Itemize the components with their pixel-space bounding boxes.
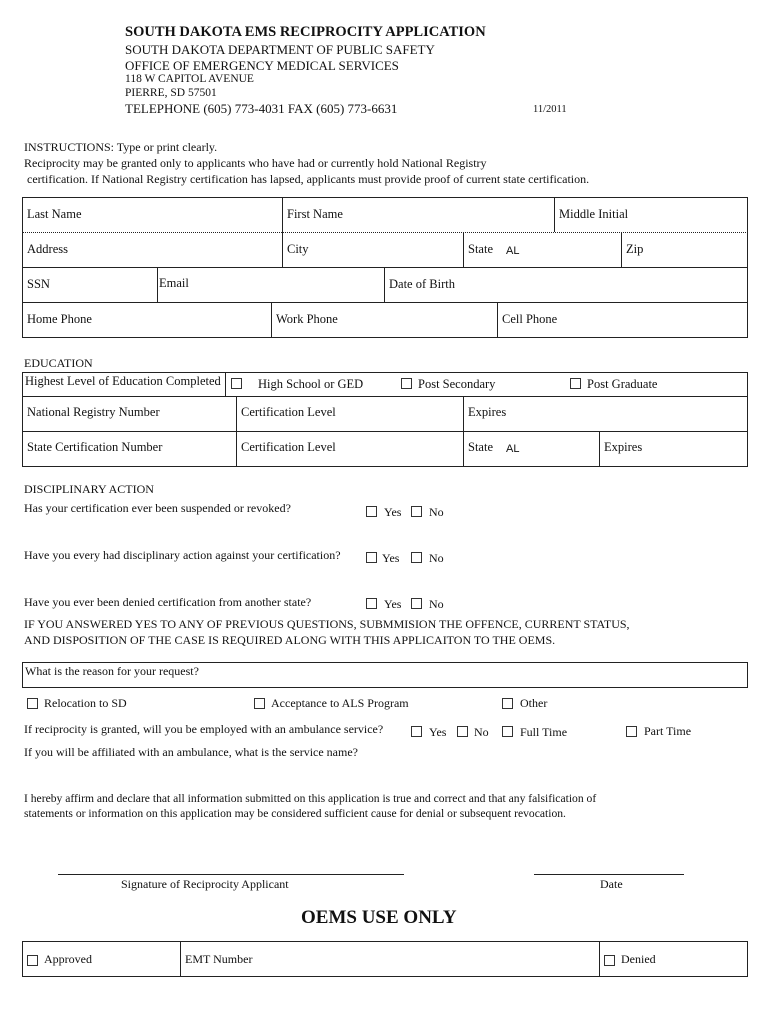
col-divider — [282, 232, 283, 267]
col-divider — [225, 372, 226, 396]
denied-label: Denied — [621, 952, 656, 966]
cert-level-field[interactable]: Certification Level — [241, 405, 336, 419]
approved-checkbox[interactable] — [27, 955, 38, 966]
state-cert-number-field[interactable]: State Certification Number — [27, 440, 163, 454]
cell-phone-field[interactable]: Cell Phone — [502, 312, 558, 326]
employed-question: If reciprocity is granted, will you be employed with an ambulance service? — [24, 722, 384, 736]
form-title: SOUTH DAKOTA EMS RECIPROCITY APPLICATION — [125, 24, 486, 40]
state-expires-field[interactable]: Expires — [604, 440, 643, 454]
office-name: OFFICE OF EMERGENCY MEDICAL SERVICES — [125, 58, 399, 73]
q2-no-checkbox[interactable] — [411, 552, 422, 563]
revision-date: 11/2011 — [533, 104, 567, 115]
row-divider — [22, 396, 748, 397]
denied-checkbox[interactable] — [604, 955, 615, 966]
state-select[interactable]: AL — [506, 245, 520, 257]
instructions-line: certification. If National Registry certification has lapsed, applicants must provide proof of current state certification. — [27, 172, 590, 186]
high-school-label: High School or GED — [258, 377, 364, 391]
als-program-checkbox[interactable] — [254, 698, 265, 709]
post-secondary-checkbox[interactable] — [401, 378, 412, 389]
date-line[interactable] — [534, 874, 684, 875]
full-time-checkbox[interactable] — [502, 726, 513, 737]
q1-no-checkbox[interactable] — [411, 506, 422, 517]
q3-yes-checkbox[interactable] — [366, 598, 377, 609]
col-divider — [282, 197, 283, 232]
employed-yes-checkbox[interactable] — [411, 726, 422, 737]
q2-no-label: No — [429, 551, 444, 565]
q3-no-checkbox[interactable] — [411, 598, 422, 609]
col-divider — [554, 197, 555, 232]
high-school-checkbox[interactable] — [231, 378, 242, 389]
state-label: State — [468, 242, 493, 256]
state-label: State — [468, 440, 493, 454]
q2-yes-label: Yes — [382, 551, 400, 565]
q3-yes-label: Yes — [384, 597, 402, 611]
full-time-label: Full Time — [520, 725, 568, 739]
highest-level-label: Highest Level of Education Completed — [25, 374, 221, 388]
signature-line[interactable] — [58, 874, 404, 875]
home-phone-field[interactable]: Home Phone — [27, 312, 92, 326]
col-divider — [384, 267, 385, 302]
post-secondary-label: Post Secondary — [418, 377, 496, 391]
other-label: Other — [520, 696, 548, 710]
col-divider — [180, 941, 181, 977]
relocation-checkbox[interactable] — [27, 698, 38, 709]
employed-yes-label: Yes — [429, 725, 447, 739]
col-divider — [599, 941, 600, 977]
col-divider — [463, 396, 464, 431]
instructions-heading: INSTRUCTIONS: Type or print clearly. — [24, 140, 218, 154]
post-graduate-checkbox[interactable] — [570, 378, 581, 389]
address-field[interactable]: Address — [27, 242, 68, 256]
telephone-fax: TELEPHONE (605) 773-4031 FAX (605) 773-6631 — [125, 101, 398, 116]
other-checkbox[interactable] — [502, 698, 513, 709]
nr-expires-field[interactable]: Expires — [468, 405, 507, 419]
street-address: 118 W CAPITOL AVENUE — [125, 73, 254, 85]
question-denied: Have you ever been denied certification from another state? — [24, 595, 312, 609]
oems-heading: OEMS USE ONLY — [301, 907, 457, 928]
signature-label: Signature of Reciprocity Applicant — [121, 877, 289, 891]
row-divider — [22, 267, 748, 268]
city-address: PIERRE, SD 57501 — [125, 87, 217, 99]
col-divider — [463, 431, 464, 467]
part-time-label: Part Time — [644, 724, 692, 738]
q1-no-label: No — [429, 505, 444, 519]
nr-number-field[interactable]: National Registry Number — [27, 405, 160, 419]
state-cert-level-field[interactable]: Certification Level — [241, 440, 336, 454]
zip-field[interactable]: Zip — [626, 242, 644, 256]
affirmation-text: I hereby affirm and declare that all information submitted on this application is true and correct and that any falsification of — [24, 792, 597, 805]
relocation-label: Relocation to SD — [44, 696, 127, 710]
col-divider — [621, 232, 622, 267]
service-name-question: If you will be affiliated with an ambulance, what is the service name? — [24, 745, 358, 759]
row-divider — [22, 431, 748, 432]
cert-state-select[interactable]: AL — [506, 443, 520, 455]
disciplinary-heading: DISCIPLINARY ACTION — [24, 482, 154, 496]
q1-yes-label: Yes — [384, 505, 402, 519]
date-label: Date — [600, 877, 623, 891]
col-divider — [599, 431, 600, 467]
email-field[interactable]: Email — [159, 276, 189, 290]
row-divider — [22, 232, 748, 233]
middle-initial-field[interactable]: Middle Initial — [559, 207, 629, 221]
question-suspended: Has your certification ever been suspended or revoked? — [24, 501, 291, 515]
als-program-label: Acceptance to ALS Program — [271, 696, 409, 710]
department-name: SOUTH DAKOTA DEPARTMENT OF PUBLIC SAFETY — [125, 42, 435, 57]
part-time-checkbox[interactable] — [626, 726, 637, 737]
row-divider — [22, 302, 748, 303]
col-divider — [157, 267, 158, 302]
instructions-line: Reciprocity may be granted only to applicants who have had or currently hold National Registry — [24, 156, 487, 170]
first-name-field[interactable]: First Name — [287, 207, 343, 221]
emt-number-field[interactable]: EMT Number — [185, 952, 253, 966]
col-divider — [236, 431, 237, 467]
date-of-birth-field[interactable]: Date of Birth — [389, 277, 455, 291]
disciplinary-notice: IF YOU ANSWERED YES TO ANY OF PREVIOUS QUESTIONS, SUBMMISION THE OFFENCE, CURRENT STATUS, — [24, 617, 630, 631]
city-field[interactable]: City — [287, 242, 309, 256]
col-divider — [463, 232, 464, 267]
education-heading: EDUCATION — [24, 356, 93, 370]
reason-prompt: What is the reason for your request? — [25, 664, 199, 678]
question-disciplinary: Have you every had disciplinary action against your certification? — [24, 548, 341, 562]
last-name-field[interactable]: Last Name — [27, 207, 82, 221]
disciplinary-notice: AND DISPOSITION OF THE CASE IS REQUIRED ALONG WITH THIS APPLICAITON TO THE OEMS. — [24, 633, 556, 647]
post-graduate-label: Post Graduate — [587, 377, 658, 391]
approved-label: Approved — [44, 952, 92, 966]
col-divider — [271, 302, 272, 338]
q3-no-label: No — [429, 597, 444, 611]
q2-yes-checkbox[interactable] — [366, 552, 377, 563]
employed-no-checkbox[interactable] — [457, 726, 468, 737]
col-divider — [497, 302, 498, 338]
ssn-field[interactable]: SSN — [27, 277, 50, 291]
work-phone-field[interactable]: Work Phone — [276, 312, 338, 326]
employed-no-label: No — [474, 725, 489, 739]
col-divider — [236, 396, 237, 431]
affirmation-text: statements or information on this application may be considered sufficient cause for denial or subsequent revocation. — [24, 807, 566, 820]
q1-yes-checkbox[interactable] — [366, 506, 377, 517]
